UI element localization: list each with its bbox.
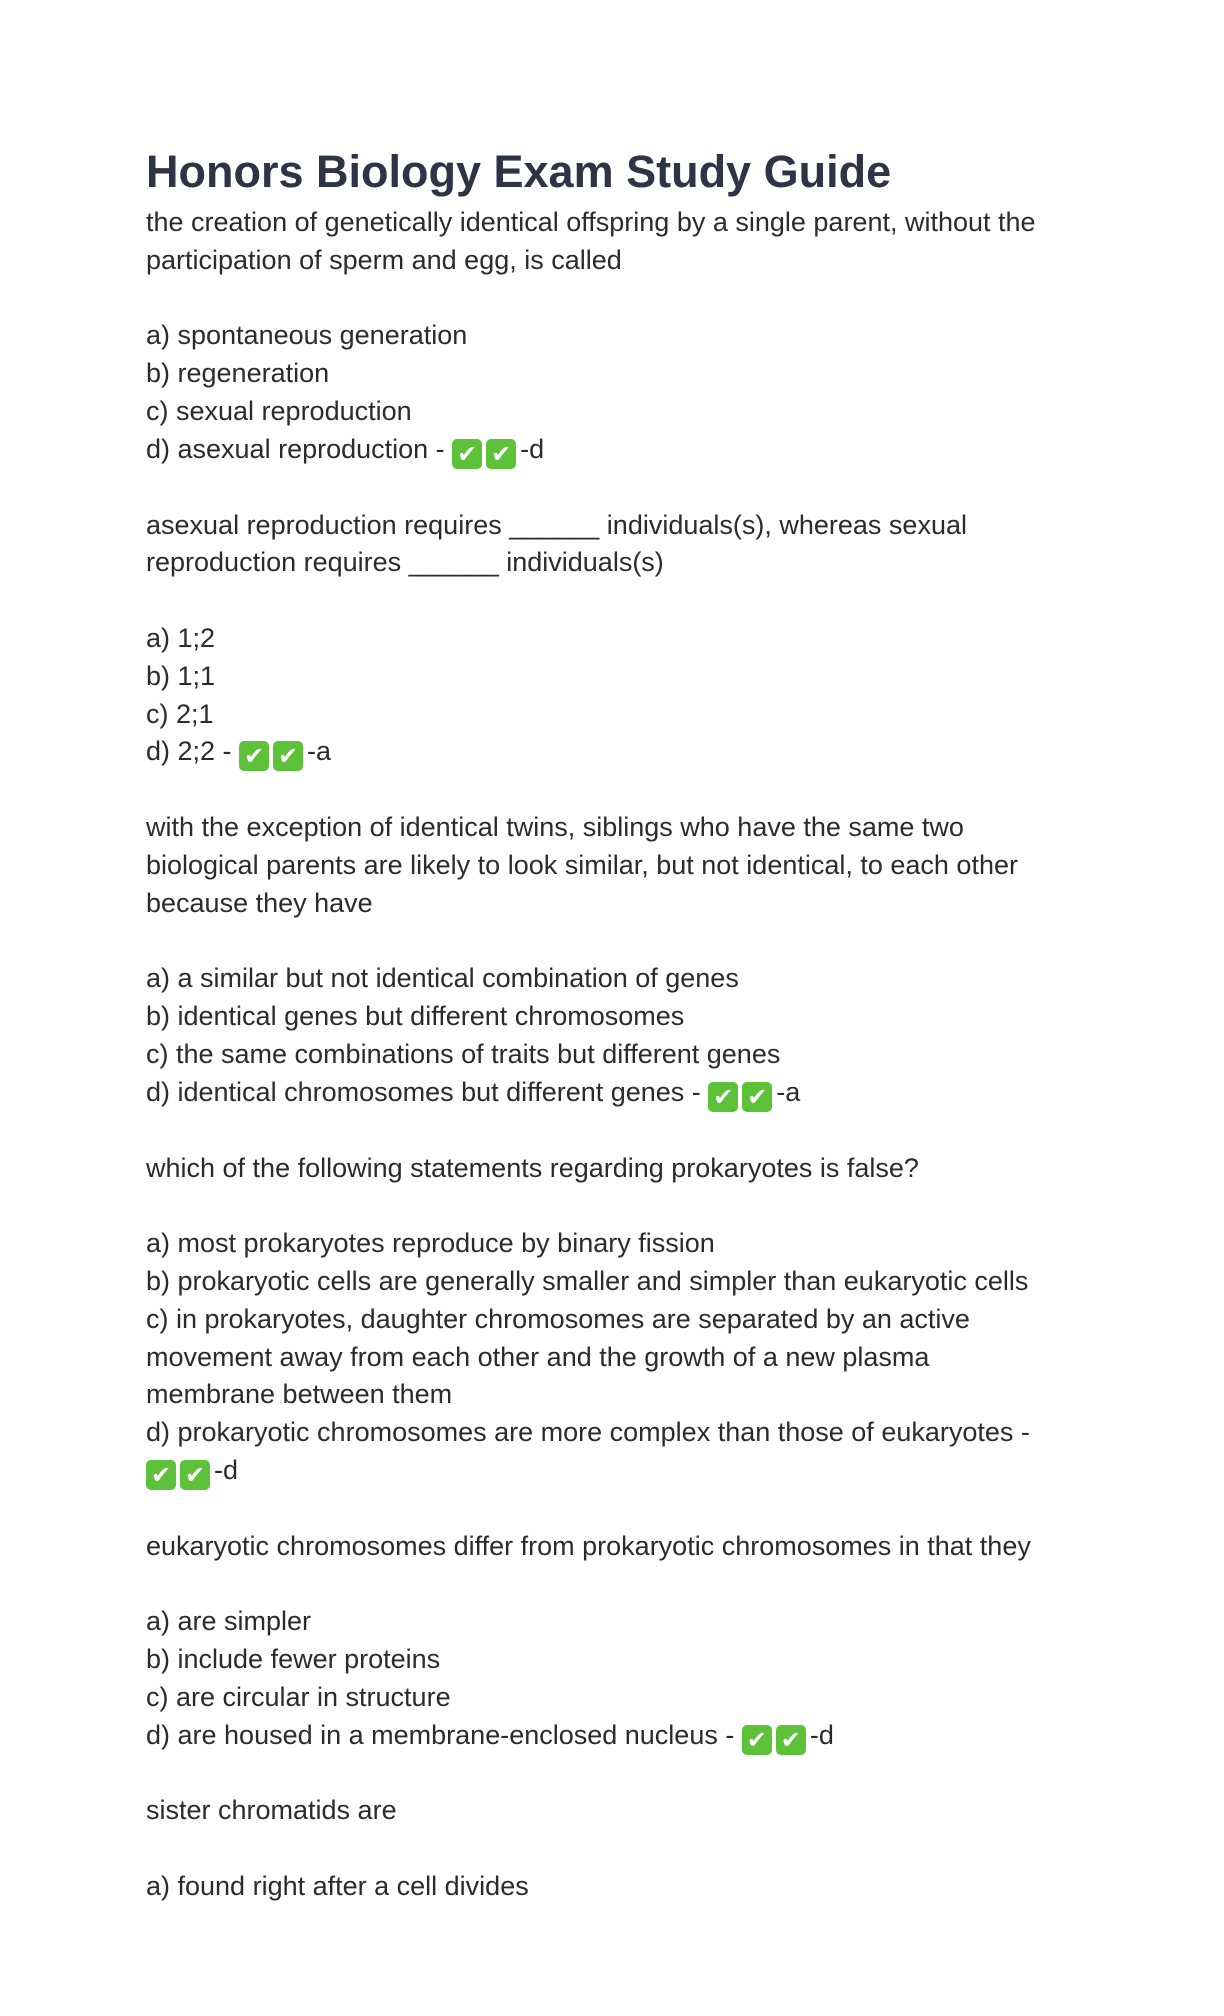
question-4-option-b: b) prokaryotic cells are generally smaller and simpler than eukaryotic cells bbox=[146, 1265, 1029, 1296]
question-2-text-line-2: reproduction requires ______ individuals(s) bbox=[146, 547, 664, 578]
blank-line bbox=[146, 280, 1106, 318]
question-3-option-d bbox=[146, 1074, 1106, 1112]
check-mark-icon: ✔ bbox=[273, 741, 303, 771]
question-4-option-c-line-3: membrane between them bbox=[146, 1379, 453, 1410]
question-2-text-line-1: asexual reproduction requires ______ individuals(s), whereas sexual bbox=[146, 509, 967, 540]
question-3-option-c: c) the same combinations of traits but different genes bbox=[146, 1038, 781, 1069]
option-text: d) 2;2 - bbox=[146, 736, 240, 767]
question-5-option-c: c) are circular in structure bbox=[146, 1681, 451, 1712]
question-5-option-b: b) include fewer proteins bbox=[146, 1644, 441, 1675]
question-3-text-line-2: biological parents are likely to look similar, but not identical, to each other bbox=[146, 849, 1018, 880]
question-5-option-a: a) are simpler bbox=[146, 1606, 312, 1637]
study-guide-page bbox=[146, 142, 1106, 1906]
question-6-text: sister chromatids are bbox=[146, 1795, 397, 1826]
blank-line bbox=[146, 923, 1106, 961]
check-mark-icon: ✔ bbox=[452, 439, 482, 469]
question-4-text: which of the following statements regarding prokaryotes is false? bbox=[146, 1152, 919, 1183]
check-mark-icon: ✔ bbox=[239, 741, 269, 771]
blank-line bbox=[146, 582, 1106, 620]
blank-line bbox=[146, 469, 1106, 507]
question-1-option-c: c) sexual reproduction bbox=[146, 395, 412, 426]
question-2-option-b: b) 1;1 bbox=[146, 660, 216, 691]
blank-line bbox=[146, 1112, 1106, 1150]
question-3-option-b: b) identical genes but different chromosomes bbox=[146, 1001, 685, 1032]
question-1-option-a: a) spontaneous generation bbox=[146, 320, 468, 351]
question-5-text: eukaryotic chromosomes differ from prokaryotic chromosomes in that they bbox=[146, 1530, 1031, 1561]
question-4-option-a: a) most prokaryotes reproduce by binary fission bbox=[146, 1228, 715, 1259]
option-text: d) are housed in a membrane-enclosed nucleus - bbox=[146, 1719, 742, 1750]
check-mark-icon: ✔ bbox=[708, 1082, 738, 1112]
option-text: d) identical chromosomes but different genes - bbox=[146, 1076, 709, 1107]
blank-line bbox=[146, 1490, 1106, 1528]
check-mark-icon: ✔ bbox=[486, 439, 516, 469]
question-3-option-a: a) a similar but not identical combination of genes bbox=[146, 963, 739, 994]
question-4-option-d: d) prokaryotic chromosomes are more complex than those of eukaryotes - bbox=[146, 1417, 1030, 1448]
question-1-text-line-1: the creation of genetically identical offspring by a single parent, without the bbox=[146, 207, 1036, 237]
question-3-text-line-3: because they have bbox=[146, 887, 373, 918]
check-mark-icon: ✔ bbox=[146, 1460, 176, 1490]
question-2-option-d bbox=[146, 733, 1106, 771]
question-2-option-a: a) 1;2 bbox=[146, 622, 216, 653]
answer-key: -d bbox=[520, 433, 545, 464]
question-1-option-b: b) regeneration bbox=[146, 358, 330, 389]
question-1-option-d bbox=[146, 431, 1106, 469]
question-2-option-c: c) 2;1 bbox=[146, 698, 214, 729]
check-mark-icon: ✔ bbox=[742, 1725, 772, 1755]
check-mark-icon: ✔ bbox=[776, 1725, 806, 1755]
answer-key: -a bbox=[776, 1076, 801, 1107]
question-4-option-c-line-2: movement away from each other and the growth of a new plasma bbox=[146, 1341, 930, 1372]
page-title: Honors Biology Exam Study Guide bbox=[146, 146, 892, 197]
question-4-option-c-line-1: c) in prokaryotes, daughter chromosomes are separated by an active bbox=[146, 1303, 970, 1334]
question-4-answer-line bbox=[146, 1452, 1106, 1490]
answer-key: -d bbox=[809, 1719, 834, 1750]
blank-line bbox=[146, 1755, 1106, 1793]
check-mark-icon: ✔ bbox=[180, 1460, 210, 1490]
question-5-option-d bbox=[146, 1717, 1106, 1755]
blank-line bbox=[146, 1830, 1106, 1868]
question-1-text-line-2: participation of sperm and egg, is called bbox=[146, 244, 622, 275]
question-6-option-a: a) found right after a cell divides bbox=[146, 1871, 529, 1902]
question-3-text-line-1: with the exception of identical twins, siblings who have the same two bbox=[146, 812, 964, 843]
answer-key: -d bbox=[214, 1454, 239, 1485]
blank-line bbox=[146, 771, 1106, 809]
option-text: d) asexual reproduction - bbox=[146, 433, 453, 464]
answer-key: -a bbox=[307, 736, 332, 767]
blank-line bbox=[146, 1187, 1106, 1225]
check-mark-icon: ✔ bbox=[742, 1082, 772, 1112]
blank-line bbox=[146, 1566, 1106, 1604]
